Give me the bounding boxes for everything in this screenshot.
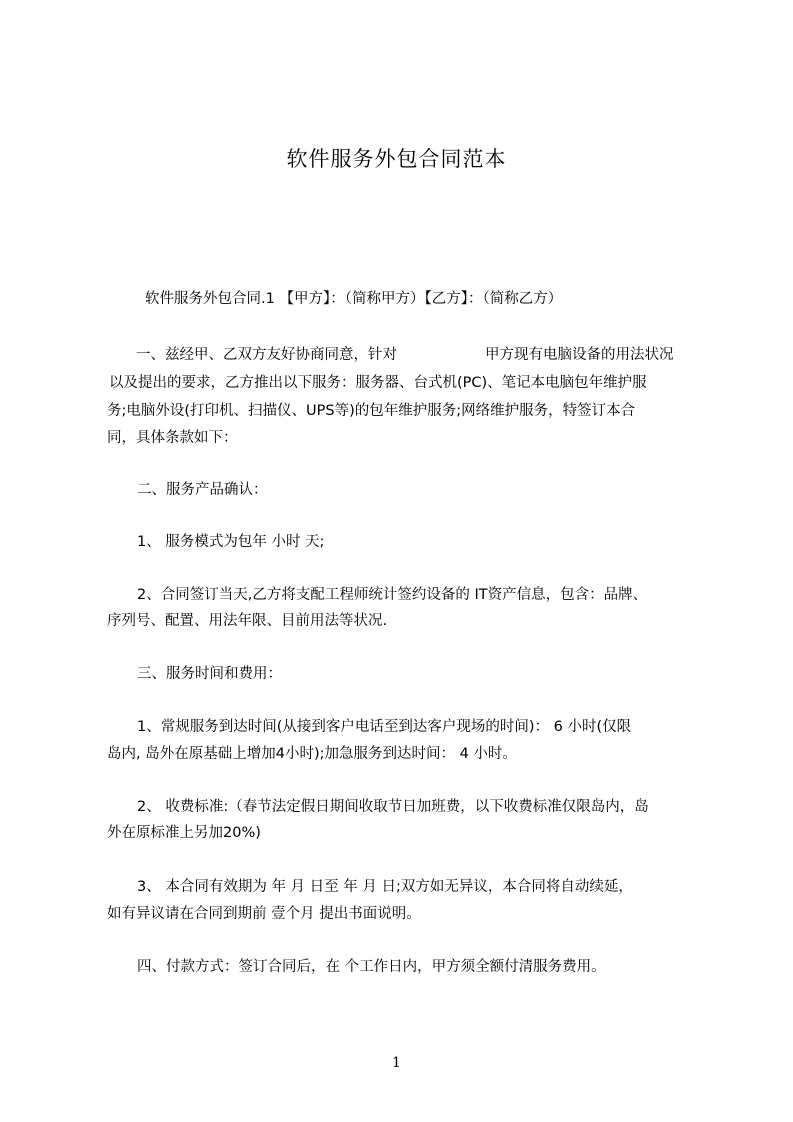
document-title: 软件服务外包合同范本: [286, 147, 507, 171]
section3-item3-line1: 3、 本合同有效期为 年 月 日至 年 月 日;双方如无异议，本合同将自动续延，: [137, 879, 633, 895]
section2-item2-line1: 2、合同签订当天,乙方将支配工程师统计签约设备的 IT资产信息，包含：品牌、: [137, 587, 648, 603]
section2-heading: 二、服务产品确认：: [137, 482, 268, 498]
page-number: 1: [392, 1055, 401, 1071]
section1-line4: 同，具体条款如下：: [107, 430, 238, 446]
section2-item1: 1、 服务模式为包年 小时 天;: [137, 534, 325, 550]
section1-line1-b: 甲方现有电脑设备的用法状况: [485, 347, 674, 363]
section3-item1-line1: 1、常规服务到达时间(从接到客户电话至到达客户现场的时间)： 6 小时(仅限: [137, 719, 632, 735]
section1-line1-a: 一、兹经甲、乙双方友好协商同意，针对: [136, 347, 397, 363]
section4-line1: 四、付款方式：签订合同后，在 个工作日内，甲方须全额付清服务费用。: [137, 959, 606, 975]
section3-heading: 三、服务时间和费用：: [137, 666, 282, 682]
parties-line: 软件服务外包合同.1 【甲方】：（简称甲方）【乙方】：（简称乙方）: [145, 291, 563, 307]
section3-item2-line2: 外在原标准上另加20%): [107, 825, 261, 841]
section2-item2-line2: 序列号、配置、用法年限、目前用法等状况.: [107, 613, 388, 629]
section1-line2: 以及提出的要求，乙方推出以下服务：服务器、台式机(PC)、笔记本电脑包年维护服: [109, 375, 647, 391]
section3-item1-line2: 岛内, 岛外在原基础上增加4小时);加急服务到达时间： 4 小时。: [107, 746, 517, 762]
section3-item2-line1: 2、 收费标准:（春节法定假日期间收取节日加班费，以下收费标准仅限岛内，岛: [137, 799, 649, 815]
section3-item3-line2: 如有异议请在合同到期前 壹个月 提出书面说明。: [107, 906, 421, 922]
section1-line3: 务;电脑外设(打印机、扫描仪、UPS等)的包年维护服务;网络维护服务，特签订本合: [107, 403, 636, 419]
